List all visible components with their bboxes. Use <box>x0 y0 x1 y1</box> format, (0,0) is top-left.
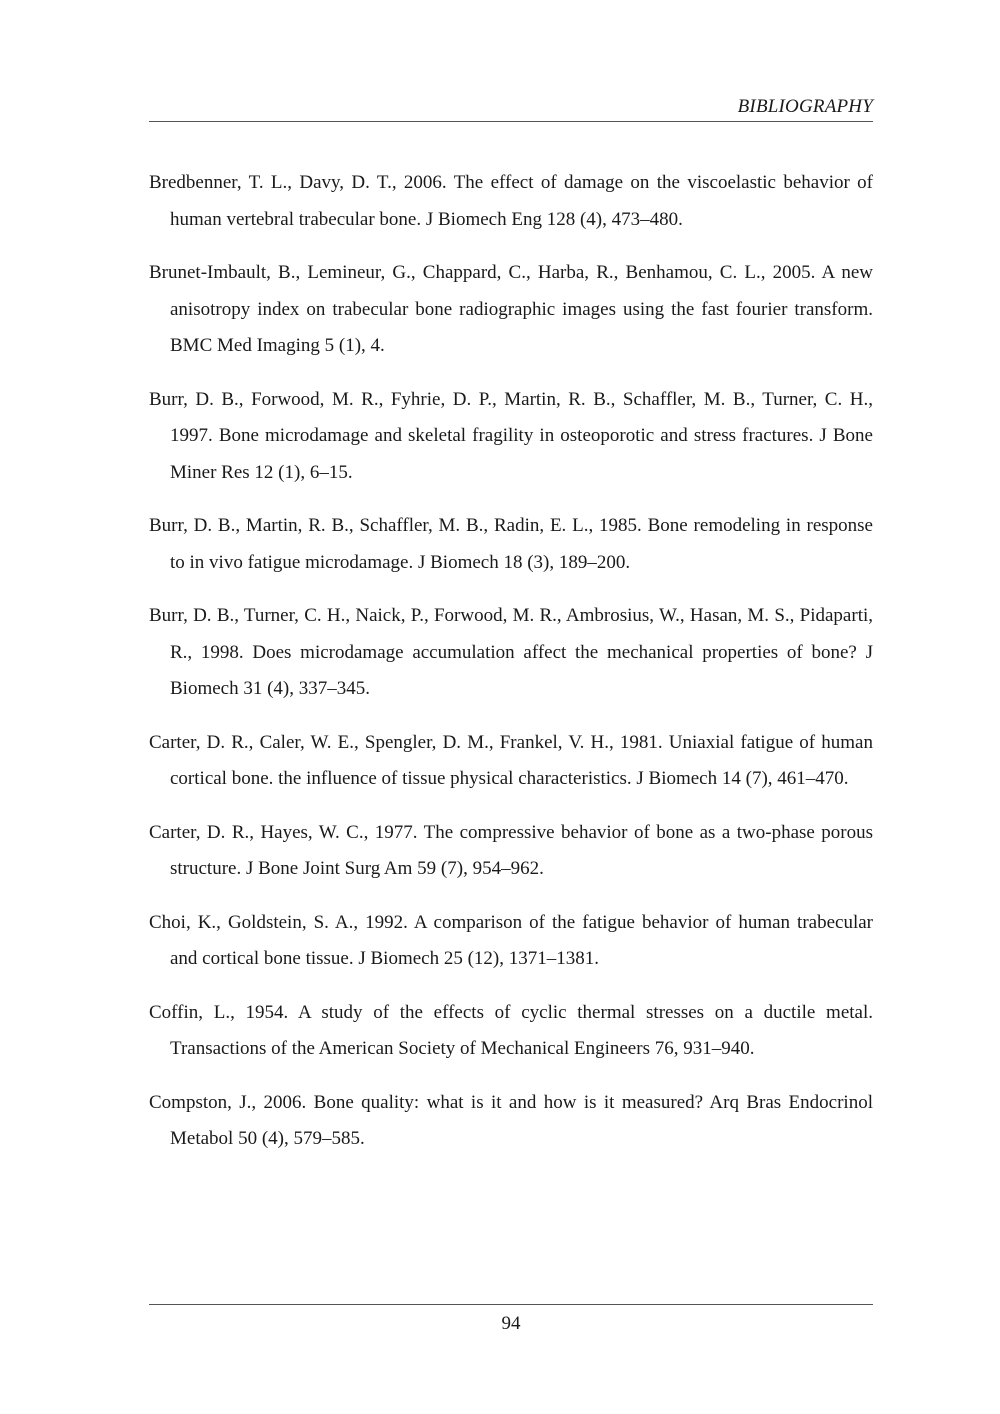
reference-entry: Compston, J., 2006. Bone quality: what is it and how is it measured? Arq Bras Endocrinol Metabol 50 (4), 579–585. <box>149 1091 873 1149</box>
reference-entry: Burr, D. B., Forwood, M. R., Fyhrie, D. P., Martin, R. B., Schaffler, M. B., Turner, C. H., 1997. Bone microdamage and skeletal fragility in osteoporotic and stress fractures. J Bone Miner Res 12 (1), 6–15. <box>149 388 873 483</box>
reference-entry: Choi, K., Goldstein, S. A., 1992. A comparison of the fatigue behavior of human trabecular and cortical bone tissue. J Biomech 25 (12), 1371–1381. <box>149 911 873 969</box>
running-header <box>149 95 873 122</box>
running-footer <box>149 1304 873 1336</box>
header-title: BIBLIOGRAPHY <box>737 96 873 117</box>
reference-entry: Burr, D. B., Martin, R. B., Schaffler, M. B., Radin, E. L., 1985. Bone remodeling in response to in vivo fatigue microdamage. J Biomech 18 (3), 189–200. <box>149 515 873 573</box>
reference-entry: Coffin, L., 1954. A study of the effects of cyclic thermal stresses on a ductile metal. Transactions of the American Society of Mechanical Engineers 76, 931–940. <box>149 1001 873 1059</box>
reference-entry: Carter, D. R., Hayes, W. C., 1977. The compressive behavior of bone as a two-phase porous structure. J Bone Joint Surg Am 59 (7), 954–962. <box>149 821 873 879</box>
reference-entry: Carter, D. R., Caler, W. E., Spengler, D. M., Frankel, V. H., 1981. Uniaxial fatigue of human cortical bone. the influence of tissue physical characteristics. J Biomech 14 (7), 461–470. <box>149 731 873 789</box>
bibliography-list <box>149 165 873 1175</box>
reference-entry: Bredbenner, T. L., Davy, D. T., 2006. The effect of damage on the viscoelastic behavior of human vertebral trabecular bone. J Biomech Eng 128 (4), 473–480. <box>149 172 873 230</box>
reference-entry: Brunet-Imbault, B., Lemineur, G., Chappard, C., Harba, R., Benhamou, C. L., 2005. A new anisotropy index on trabecular bone radiographic images using the fast fourier transform. BMC Med Imaging 5 (1), 4. <box>149 262 873 356</box>
page-number: 94 <box>501 1313 521 1334</box>
reference-entry: Burr, D. B., Turner, C. H., Naick, P., Forwood, M. R., Ambrosius, W., Hasan, M. S., Pidaparti, R., 1998. Does microdamage accumulation affect the mechanical properties of bone? J Biomech 31 (4), 337–345. <box>149 605 873 699</box>
